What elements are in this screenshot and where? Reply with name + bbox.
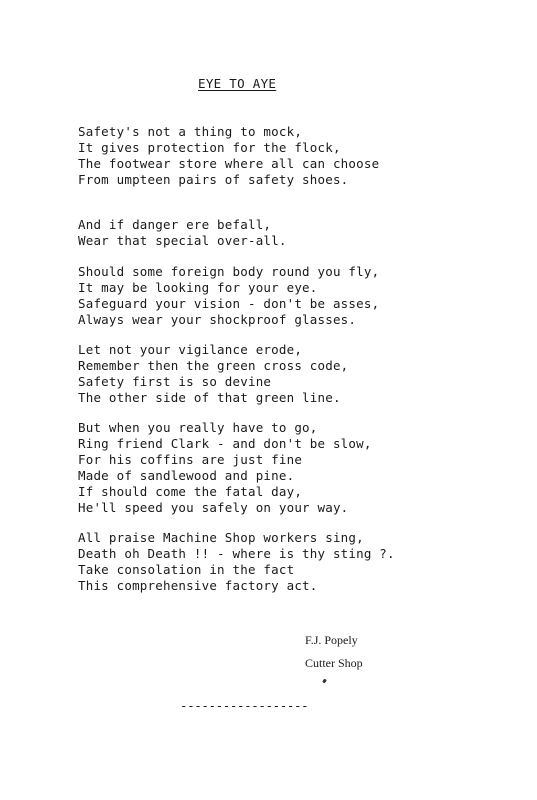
poem-line: And if danger ere befall, [78,217,272,232]
poem-title: EYE TO AYE [198,76,277,91]
poem-line: Safety's not a thing to mock, [78,124,303,139]
poem-line: The footwear store where all can choose [78,156,380,171]
poem-line: Wear that special over-all. [78,233,287,248]
poem-line: It may be looking for your eye. [78,280,318,295]
poem-line: The other side of that green line. [78,390,341,405]
poem-line: Safety first is so devine [78,374,272,389]
closing-rule: ------------------ [180,698,309,713]
author-department: Cutter Shop [305,656,363,670]
poem-line: Made of sandlewood and pine. [78,468,295,483]
poem-line: Let not your vigilance erode, [78,342,303,357]
poem-line: He'll speed you safely on your way. [78,500,349,515]
stanza-3 [78,264,379,328]
stanza-5 [78,420,372,516]
poem-line: This comprehensive factory act. [78,578,318,593]
poem-line: It gives protection for the flock, [78,140,341,155]
poem-line: All praise Machine Shop workers sing, [78,530,364,545]
poem-line: Death oh Death !! - where is thy sting ?. [78,546,395,561]
poem-line: For his coffins are just fine [78,452,303,467]
poem-line: Remember then the green cross code, [78,358,349,373]
author-name: F.J. Popely [305,633,358,647]
poem-line: Safeguard your vision - don't be asses, [78,296,380,311]
poem-line: Should some foreign body round you fly, [78,264,380,279]
poem-line: If should come the fatal day, [78,484,303,499]
stanza-2 [78,217,287,249]
ink-speck [322,679,327,684]
stanza-1 [78,124,379,188]
poem-line: Always wear your shockproof glasses. [78,312,357,327]
poem-line: From umpteen pairs of safety shoes. [78,172,349,187]
stanza-6 [78,530,395,594]
stanza-4 [78,342,348,406]
poem-line: But when you really have to go, [78,420,318,435]
poem-line: Ring friend Clark - and don't be slow, [78,436,372,451]
poem-line: Take consolation in the fact [78,562,295,577]
